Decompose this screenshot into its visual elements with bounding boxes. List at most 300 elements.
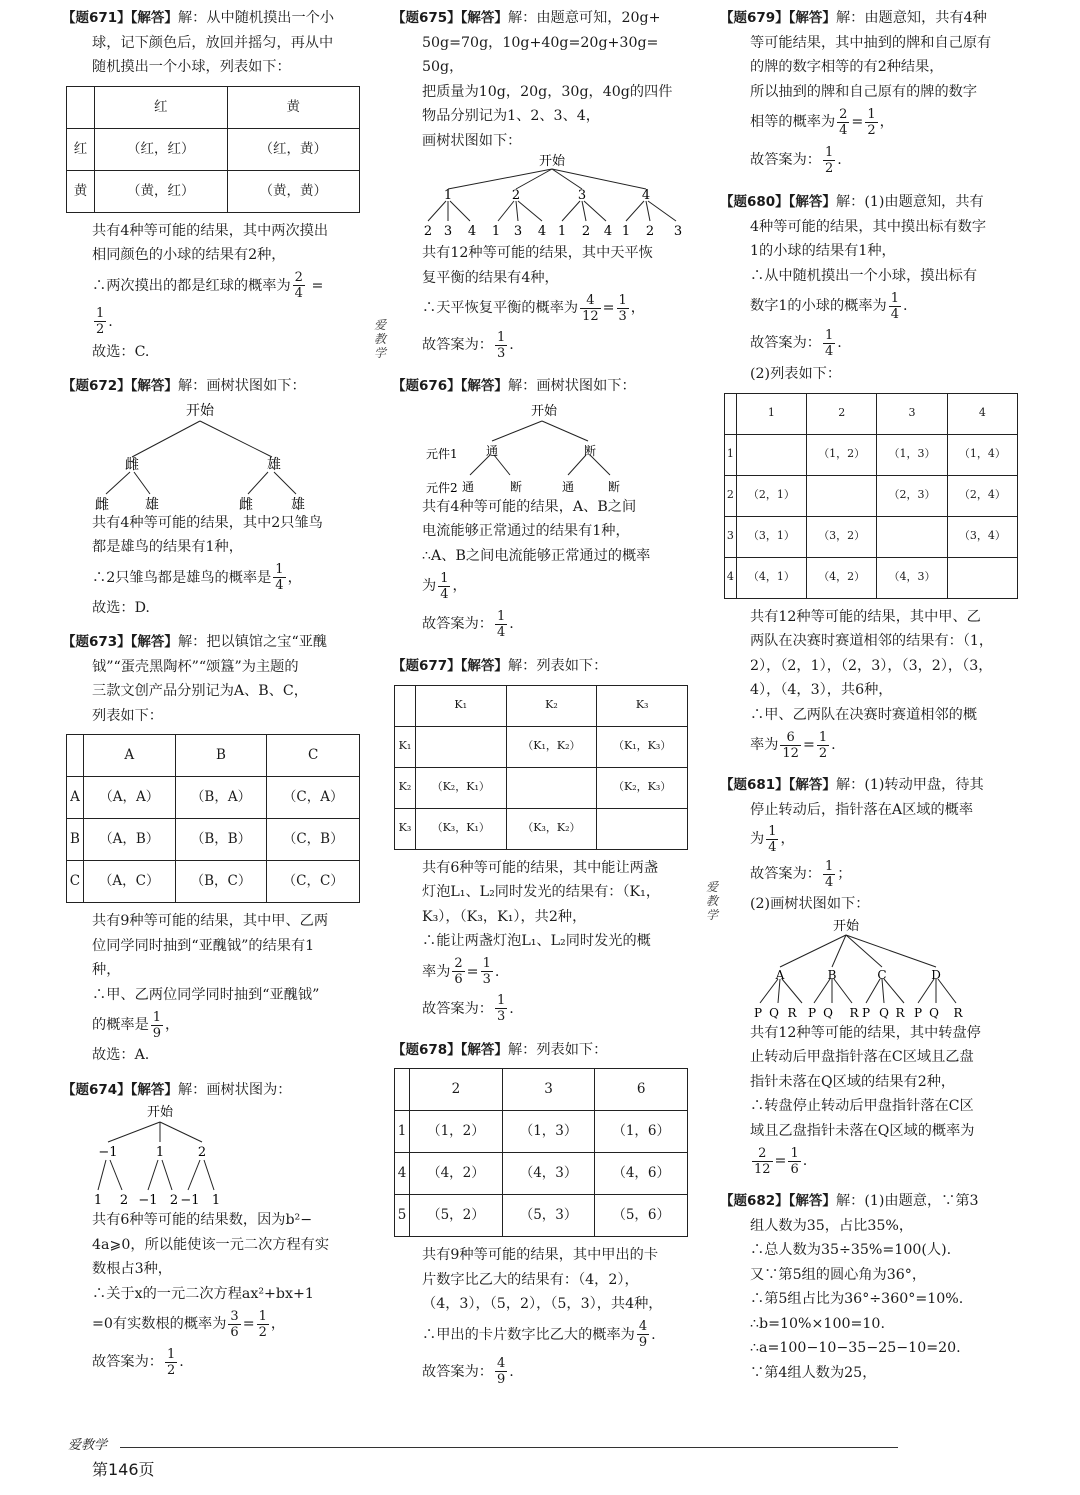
text-span: ， — [287, 569, 302, 586]
table-row — [395, 1111, 688, 1153]
text-line: 指针未落在Q区域的结果有2种， — [750, 1073, 956, 1090]
numerator: 1 — [824, 144, 834, 160]
table-cell — [506, 767, 597, 808]
table-cell: （A，B） — [83, 819, 175, 861]
denominator: 3 — [618, 308, 627, 324]
denominator: 2 — [824, 160, 834, 176]
problem-tag: 【题682】【解答】 — [720, 1193, 836, 1209]
solution-681 — [720, 773, 1022, 1179]
fraction — [495, 609, 507, 640]
text-line — [392, 6, 692, 31]
denominator: 12 — [754, 1161, 771, 1177]
text-line: 共有12种等可能的结果，其中转盘停 — [750, 1024, 981, 1041]
footer-logo: 爱教学 — [68, 1438, 108, 1453]
table-cell: （K₁，K₃） — [597, 726, 688, 767]
table-cell: （5，2） — [410, 1195, 503, 1237]
text-line: 2），（2，1），（2，3），（3，2），（3， — [750, 657, 993, 674]
tree-root: 开始 — [538, 154, 566, 169]
tree-leaf: 3 — [673, 224, 683, 239]
table-cell: （A，A） — [83, 777, 175, 819]
text-line — [720, 822, 1022, 856]
row-label: 元件2 — [426, 480, 458, 495]
text-span: ， — [879, 114, 894, 130]
table-cell: K₂ — [395, 767, 416, 808]
text-span: . — [108, 313, 113, 330]
tree-node: 雌 — [125, 456, 139, 473]
tree-node: 4 — [641, 188, 651, 203]
numerator: 1 — [824, 858, 834, 874]
text-span: 解：由题意知，共有4种 — [835, 10, 987, 26]
tree-leaf: 通 — [461, 479, 475, 494]
text-line: 50g=70g，10g+40g=20g+30g= — [422, 34, 659, 51]
text-line: 物品分别记为1、2、3、4， — [422, 108, 600, 124]
text-span: 解：画树状图如下： — [507, 378, 636, 394]
footer-divider — [120, 1447, 898, 1448]
text-line: 4种等可能的结果，其中摸出标有数字 — [750, 218, 987, 235]
table-cell: K₂ — [506, 685, 597, 726]
text-line — [720, 104, 1022, 140]
fraction — [438, 571, 450, 602]
table-row — [67, 735, 360, 777]
numerator: 1 — [152, 1009, 162, 1025]
denominator: 2 — [258, 1324, 267, 1340]
table-row — [67, 170, 360, 212]
fraction — [637, 1319, 649, 1350]
denominator: 4 — [440, 586, 449, 602]
text-line — [720, 190, 1022, 215]
numerator: 1 — [440, 570, 449, 586]
solution-680 — [720, 190, 1022, 763]
fraction — [766, 824, 778, 855]
table-cell: 3 — [725, 516, 737, 557]
table-cell: （3，2） — [807, 516, 877, 557]
numerator: 1 — [96, 306, 105, 321]
text-span: . — [509, 616, 514, 632]
text-line: 球，记下颜色后，放回并摇匀，再从中 — [92, 34, 334, 51]
text-span: ， — [630, 300, 645, 316]
fraction — [823, 328, 835, 359]
table-cell: （红，黄） — [227, 128, 360, 170]
table-cell: （C，B） — [267, 819, 360, 861]
solution-672 — [62, 374, 362, 620]
table-cell: （K₂，K₁） — [415, 767, 506, 808]
denominator: 2 — [867, 122, 876, 138]
table-cell: （1，2） — [807, 434, 877, 475]
tree-leaf: 1 — [557, 224, 567, 239]
denominator: 3 — [496, 1009, 506, 1024]
text-line — [720, 856, 1022, 892]
tree-leaf: R — [953, 1005, 963, 1020]
denominator: 9 — [496, 1372, 506, 1387]
text-line: 灯泡L₁、L₂同时发光的结果有：（K₁， — [422, 884, 661, 900]
text-line: 故选：A. — [92, 1047, 150, 1063]
text-line: ∴从中随机摸出一个小球，摸出标有 — [750, 267, 978, 284]
text-span: . — [651, 1326, 656, 1343]
numerator: 2 — [752, 1146, 773, 1162]
text-line: 共有12种等可能的结果，其中天平恢 — [422, 245, 653, 261]
tree-leaf: R — [849, 1005, 859, 1020]
tree-leaf: Q — [929, 1005, 939, 1020]
numerator: 3 — [230, 1308, 239, 1324]
watermark-mark: 爱教学 — [705, 880, 718, 922]
table-cell: （4，3） — [877, 557, 947, 598]
problem-tag: 【题681】【解答】 — [720, 777, 836, 793]
table-677 — [394, 685, 688, 850]
table-cell: （K₃，K₂） — [506, 808, 597, 849]
tree-leaf: −1 — [138, 1193, 158, 1208]
table-cell: 4 — [395, 1153, 410, 1195]
tree-node: 通 — [485, 443, 499, 458]
text-line: 4a⩾0，所以能使该一元二次方程有实 — [92, 1236, 330, 1253]
tree-leaf: 断 — [509, 479, 523, 494]
tree-leaf: R — [895, 1005, 905, 1020]
row-label: 元件1 — [426, 446, 458, 461]
table-cell: （黄，黄） — [227, 170, 360, 212]
text-line — [62, 560, 362, 596]
text-span: ； — [837, 866, 852, 882]
table-row — [725, 434, 1018, 475]
text-line — [392, 568, 692, 604]
text-line: 两队在决赛时赛道相邻的结果有：（1， — [750, 633, 994, 649]
text-line — [720, 140, 1022, 180]
text-line: 相同颜色的小球的结果有2种， — [92, 247, 286, 263]
tree-leaf: Q — [879, 1005, 889, 1020]
numerator: 1 — [824, 327, 834, 343]
table-cell — [947, 557, 1017, 598]
column-2 — [392, 6, 692, 1401]
text-span: 解：画树状图如下： — [177, 378, 306, 394]
numerator: 6 — [780, 730, 801, 746]
table-cell — [67, 735, 84, 777]
tree-root: 开始 — [530, 403, 558, 419]
text-line — [62, 268, 362, 304]
denominator: 4 — [890, 306, 899, 322]
text-line — [62, 1306, 362, 1342]
tree-diagram-681 — [720, 917, 1020, 1021]
text-span: ∴甲出的卡片数字比乙大的概率为 — [422, 1326, 635, 1343]
tree-leaf: 雌 — [95, 496, 109, 511]
tree-leaf: 3 — [443, 224, 453, 239]
tree-leaf: 断 — [607, 479, 621, 494]
text-line: ∴第5组占比为36°÷360°=10%. — [750, 1291, 964, 1307]
text-line: 共有6种等可能的结果数，因为b²− — [92, 1212, 313, 1228]
table-cell: （4，1） — [736, 557, 806, 598]
table-cell: （K₃，K₁） — [415, 808, 506, 849]
numerator: 1 — [818, 729, 828, 745]
text-span: 故答案为： — [750, 866, 821, 882]
fraction — [165, 1347, 177, 1378]
table-cell: （4，2） — [807, 557, 877, 598]
text-span: 相等的概率为 — [750, 114, 836, 130]
text-span: 数字1的小球的概率为 — [750, 298, 887, 314]
table-row — [725, 557, 1018, 598]
fraction — [228, 1309, 240, 1340]
table-cell — [877, 516, 947, 557]
tree-node: −1 — [98, 1145, 118, 1160]
table-cell: （B，B） — [175, 819, 267, 861]
tree-root: 开始 — [146, 1105, 174, 1120]
table-row — [67, 128, 360, 170]
text-span: . — [509, 1000, 514, 1017]
tree-leaf: Q — [823, 1005, 833, 1020]
tree-leaf: P — [807, 1005, 817, 1020]
table-cell — [395, 1069, 410, 1111]
text-span: 解：(1)由题意知，共有 — [835, 194, 984, 210]
table-671 — [66, 86, 360, 213]
table-cell: 5 — [395, 1195, 410, 1237]
text-span: . — [831, 737, 836, 753]
table-row — [395, 1195, 688, 1237]
table-row — [725, 475, 1018, 516]
tree-node: B — [827, 967, 837, 982]
denominator: 12 — [782, 745, 799, 761]
text-line: 4），（4，3），共6种， — [750, 682, 893, 698]
table-cell: （A，C） — [83, 861, 175, 903]
table-cell: 红 — [67, 128, 95, 170]
tree-leaf: 2 — [423, 224, 433, 239]
text-line: 共有9种等可能的结果，其中甲、乙两 — [92, 913, 329, 929]
text-line — [720, 773, 1022, 798]
table-cell: （K₁，K₂） — [506, 726, 597, 767]
problem-tag: 【题675】【解答】 — [392, 10, 508, 26]
text-span: 故答案为： — [422, 616, 493, 632]
tree-leaf: 雄 — [291, 496, 305, 511]
tree-leaf: 4 — [537, 224, 547, 239]
table-cell: C — [67, 861, 84, 903]
text-line: ∴a=100−10−35−25−10=20. — [750, 1340, 961, 1356]
problem-tag: 【题673】【解答】 — [62, 634, 178, 650]
table-cell: 2 — [725, 475, 737, 516]
text-line: 组人数为35，占比35%， — [750, 1217, 914, 1234]
text-span: 故答案为： — [422, 337, 493, 353]
tree-leaf: P — [861, 1005, 871, 1020]
denominator: 4 — [275, 578, 284, 593]
table-cell: B — [175, 735, 267, 777]
text-line: ∴关于x的一元二次方程ax²+bx+1 — [92, 1285, 314, 1302]
table-cell: （1，6） — [595, 1111, 688, 1153]
table-cell: 黄 — [67, 170, 95, 212]
solution-682 — [720, 1189, 1022, 1385]
numerator: 2 — [454, 956, 463, 971]
table-cell — [736, 434, 806, 475]
text-span: = — [242, 1316, 255, 1332]
fraction — [837, 107, 849, 138]
tree-node: C — [877, 967, 887, 982]
text-line — [392, 374, 692, 399]
numerator: 1 — [890, 290, 899, 306]
text-span: 故答案为： — [422, 1000, 493, 1017]
table-678 — [394, 1068, 688, 1237]
table-cell: （2，4） — [947, 475, 1017, 516]
table-cell: （黄，红） — [95, 170, 227, 212]
text-line: ∵第4组人数为25， — [750, 1364, 877, 1381]
problem-tag: 【题678】【解答】 — [392, 1041, 508, 1058]
tree-root: 开始 — [186, 402, 214, 419]
table-row — [395, 685, 688, 726]
text-line — [720, 1189, 1022, 1214]
table-cell — [67, 86, 95, 128]
solution-676 — [392, 374, 692, 644]
tree-node: D — [931, 967, 941, 982]
text-line: 1的小球的结果有1种， — [750, 243, 896, 259]
numerator: 1 — [618, 292, 627, 308]
fraction — [257, 1309, 269, 1340]
text-span: = — [802, 737, 815, 753]
tree-leaf: Q — [769, 1005, 779, 1020]
fraction — [94, 306, 106, 337]
fraction — [752, 1146, 773, 1177]
table-cell: K₃ — [597, 685, 688, 726]
fraction — [817, 730, 829, 761]
fraction — [273, 562, 285, 593]
denominator: 3 — [496, 345, 506, 361]
tree-root: 开始 — [832, 918, 860, 934]
text-span: ∴2只雏鸟都是雄鸟的概率是 — [92, 569, 272, 586]
problem-tag: 【题677】【解答】 — [392, 658, 508, 674]
text-span: 解：由题意可知，20g+ — [507, 10, 661, 26]
tree-leaf: 2 — [119, 1193, 129, 1208]
column-3 — [720, 6, 1022, 1395]
text-span: ， — [270, 1316, 286, 1332]
numerator: 1 — [496, 608, 506, 624]
tree-diagram-674 — [62, 1102, 362, 1208]
text-span: = — [602, 300, 615, 316]
denominator: 4 — [294, 286, 303, 301]
text-line: ∴转盘停止转动后甲盘指针落在C区 — [750, 1098, 974, 1114]
numerator: 2 — [839, 106, 848, 122]
problem-tag: 【题671】【解答】 — [62, 10, 178, 26]
fraction — [580, 293, 601, 324]
denominator: 2 — [166, 1362, 176, 1378]
fraction — [293, 270, 305, 301]
denominator: 2 — [96, 322, 105, 337]
text-line — [62, 1007, 362, 1043]
tree-leaf: 1 — [621, 224, 631, 239]
numerator: 4 — [496, 1356, 506, 1371]
text-line: 所以抽到的牌和自己原有的牌的数字 — [750, 83, 978, 100]
text-line: (2)列表如下： — [750, 366, 842, 382]
text-span: 解：把以镇馆之宝“亚醜 — [177, 634, 328, 650]
denominator: 4 — [768, 839, 777, 855]
text-line: ∴甲、乙两队在决赛时赛道相邻的概 — [750, 706, 978, 723]
table-cell: 6 — [595, 1069, 688, 1111]
fraction — [495, 1356, 507, 1387]
tree-leaf: 1 — [491, 224, 501, 239]
table-cell: （C，C） — [267, 861, 360, 903]
table-cell — [415, 726, 506, 767]
text-line: 片数字比乙大的结果有：（4，2）， — [422, 1271, 639, 1288]
tree-node: A — [775, 967, 785, 982]
table-cell: A — [83, 735, 175, 777]
table-row — [725, 516, 1018, 557]
solution-671 — [62, 6, 362, 364]
tree-node: 3 — [577, 188, 587, 203]
denominator: 4 — [496, 624, 506, 640]
text-line — [392, 290, 692, 326]
text-line: 种， — [92, 962, 121, 978]
text-span: 为 — [422, 578, 437, 594]
table-cell: （5，6） — [595, 1195, 688, 1237]
table-cell: A — [67, 777, 84, 819]
text-line: 域且乙盘指针未落在Q区域的概率为 — [750, 1122, 975, 1139]
tree-node: 2 — [511, 188, 521, 203]
numerator: 1 — [275, 562, 284, 577]
text-span: ∴两次摸出的都是红球的概率为 — [92, 277, 291, 294]
table-row — [395, 808, 688, 849]
table-cell: 4 — [725, 557, 737, 598]
text-line: 共有9种等可能的结果，其中甲出的卡 — [422, 1247, 659, 1263]
fraction — [481, 956, 493, 987]
text-line — [392, 1317, 692, 1353]
text-span: 率为 — [750, 737, 779, 753]
text-line — [392, 954, 692, 990]
text-line: 的牌的数字相等的有2种结果， — [750, 59, 944, 75]
fraction — [865, 107, 877, 138]
text-line: 画树状图如下： — [422, 132, 522, 149]
denominator: 4 — [824, 874, 834, 890]
numerator: 1 — [496, 329, 506, 345]
tree-leaf: P — [913, 1005, 923, 1020]
numerator: 4 — [638, 1319, 648, 1334]
text-line — [392, 1353, 692, 1391]
text-line: 三款文创产品分别记为A、B、C， — [92, 683, 308, 699]
denominator: 6 — [454, 972, 463, 987]
text-line: 共有6种等可能的结果，其中能让两盏 — [422, 859, 659, 876]
problem-tag: 【题672】【解答】 — [62, 378, 178, 394]
text-line: 共有12种等可能的结果，其中甲、乙 — [750, 608, 981, 625]
tree-leaf: 4 — [603, 224, 613, 239]
table-cell — [395, 685, 416, 726]
numerator: 1 — [166, 1346, 176, 1362]
table-cell: K₁ — [395, 726, 416, 767]
solution-677 — [392, 654, 692, 1028]
tree-leaf: 2 — [169, 1193, 179, 1208]
text-line: 电流能够正常通过的结果有1种， — [422, 523, 630, 539]
text-line — [392, 654, 692, 679]
text-line: ∴甲、乙两位同学同时抽到“亚醜钺” — [92, 986, 320, 1003]
text-span: . — [179, 1354, 184, 1370]
text-line: 把质量为10g，20g，30g，40g的四件 — [422, 83, 673, 100]
text-span: 解：列表如下： — [507, 658, 608, 674]
text-line — [62, 1342, 362, 1382]
denominator: 9 — [152, 1025, 162, 1041]
tree-leaf: −1 — [180, 1193, 200, 1208]
text-line: 共有4种等可能的结果，其中两次摸出 — [92, 222, 329, 239]
table-cell: K₁ — [415, 685, 506, 726]
fraction — [780, 730, 801, 761]
tree-diagram-672 — [62, 399, 362, 511]
table-cell: C — [267, 735, 360, 777]
text-line — [62, 304, 362, 340]
text-line: K₃），（K₃，K₁），共2种， — [422, 908, 587, 925]
fraction — [823, 859, 835, 890]
numerator: 1 — [258, 1308, 267, 1324]
table-row — [67, 777, 360, 819]
fraction — [452, 956, 464, 987]
text-line — [62, 374, 362, 399]
table-673 — [66, 734, 360, 903]
tree-leaf: 雌 — [239, 496, 253, 511]
tree-node: 1 — [155, 1145, 165, 1160]
text-span: =0有实数根的概率为 — [92, 1316, 227, 1332]
tree-node: 断 — [583, 443, 597, 458]
table-row — [395, 1153, 688, 1195]
text-line: 随机摸出一个小球，列表如下： — [92, 59, 291, 75]
numerator: 4 — [580, 293, 601, 309]
tree-leaf: 4 — [467, 224, 477, 239]
table-cell: （1，3） — [502, 1111, 595, 1153]
problem-tag: 【题676】【解答】 — [392, 378, 508, 394]
